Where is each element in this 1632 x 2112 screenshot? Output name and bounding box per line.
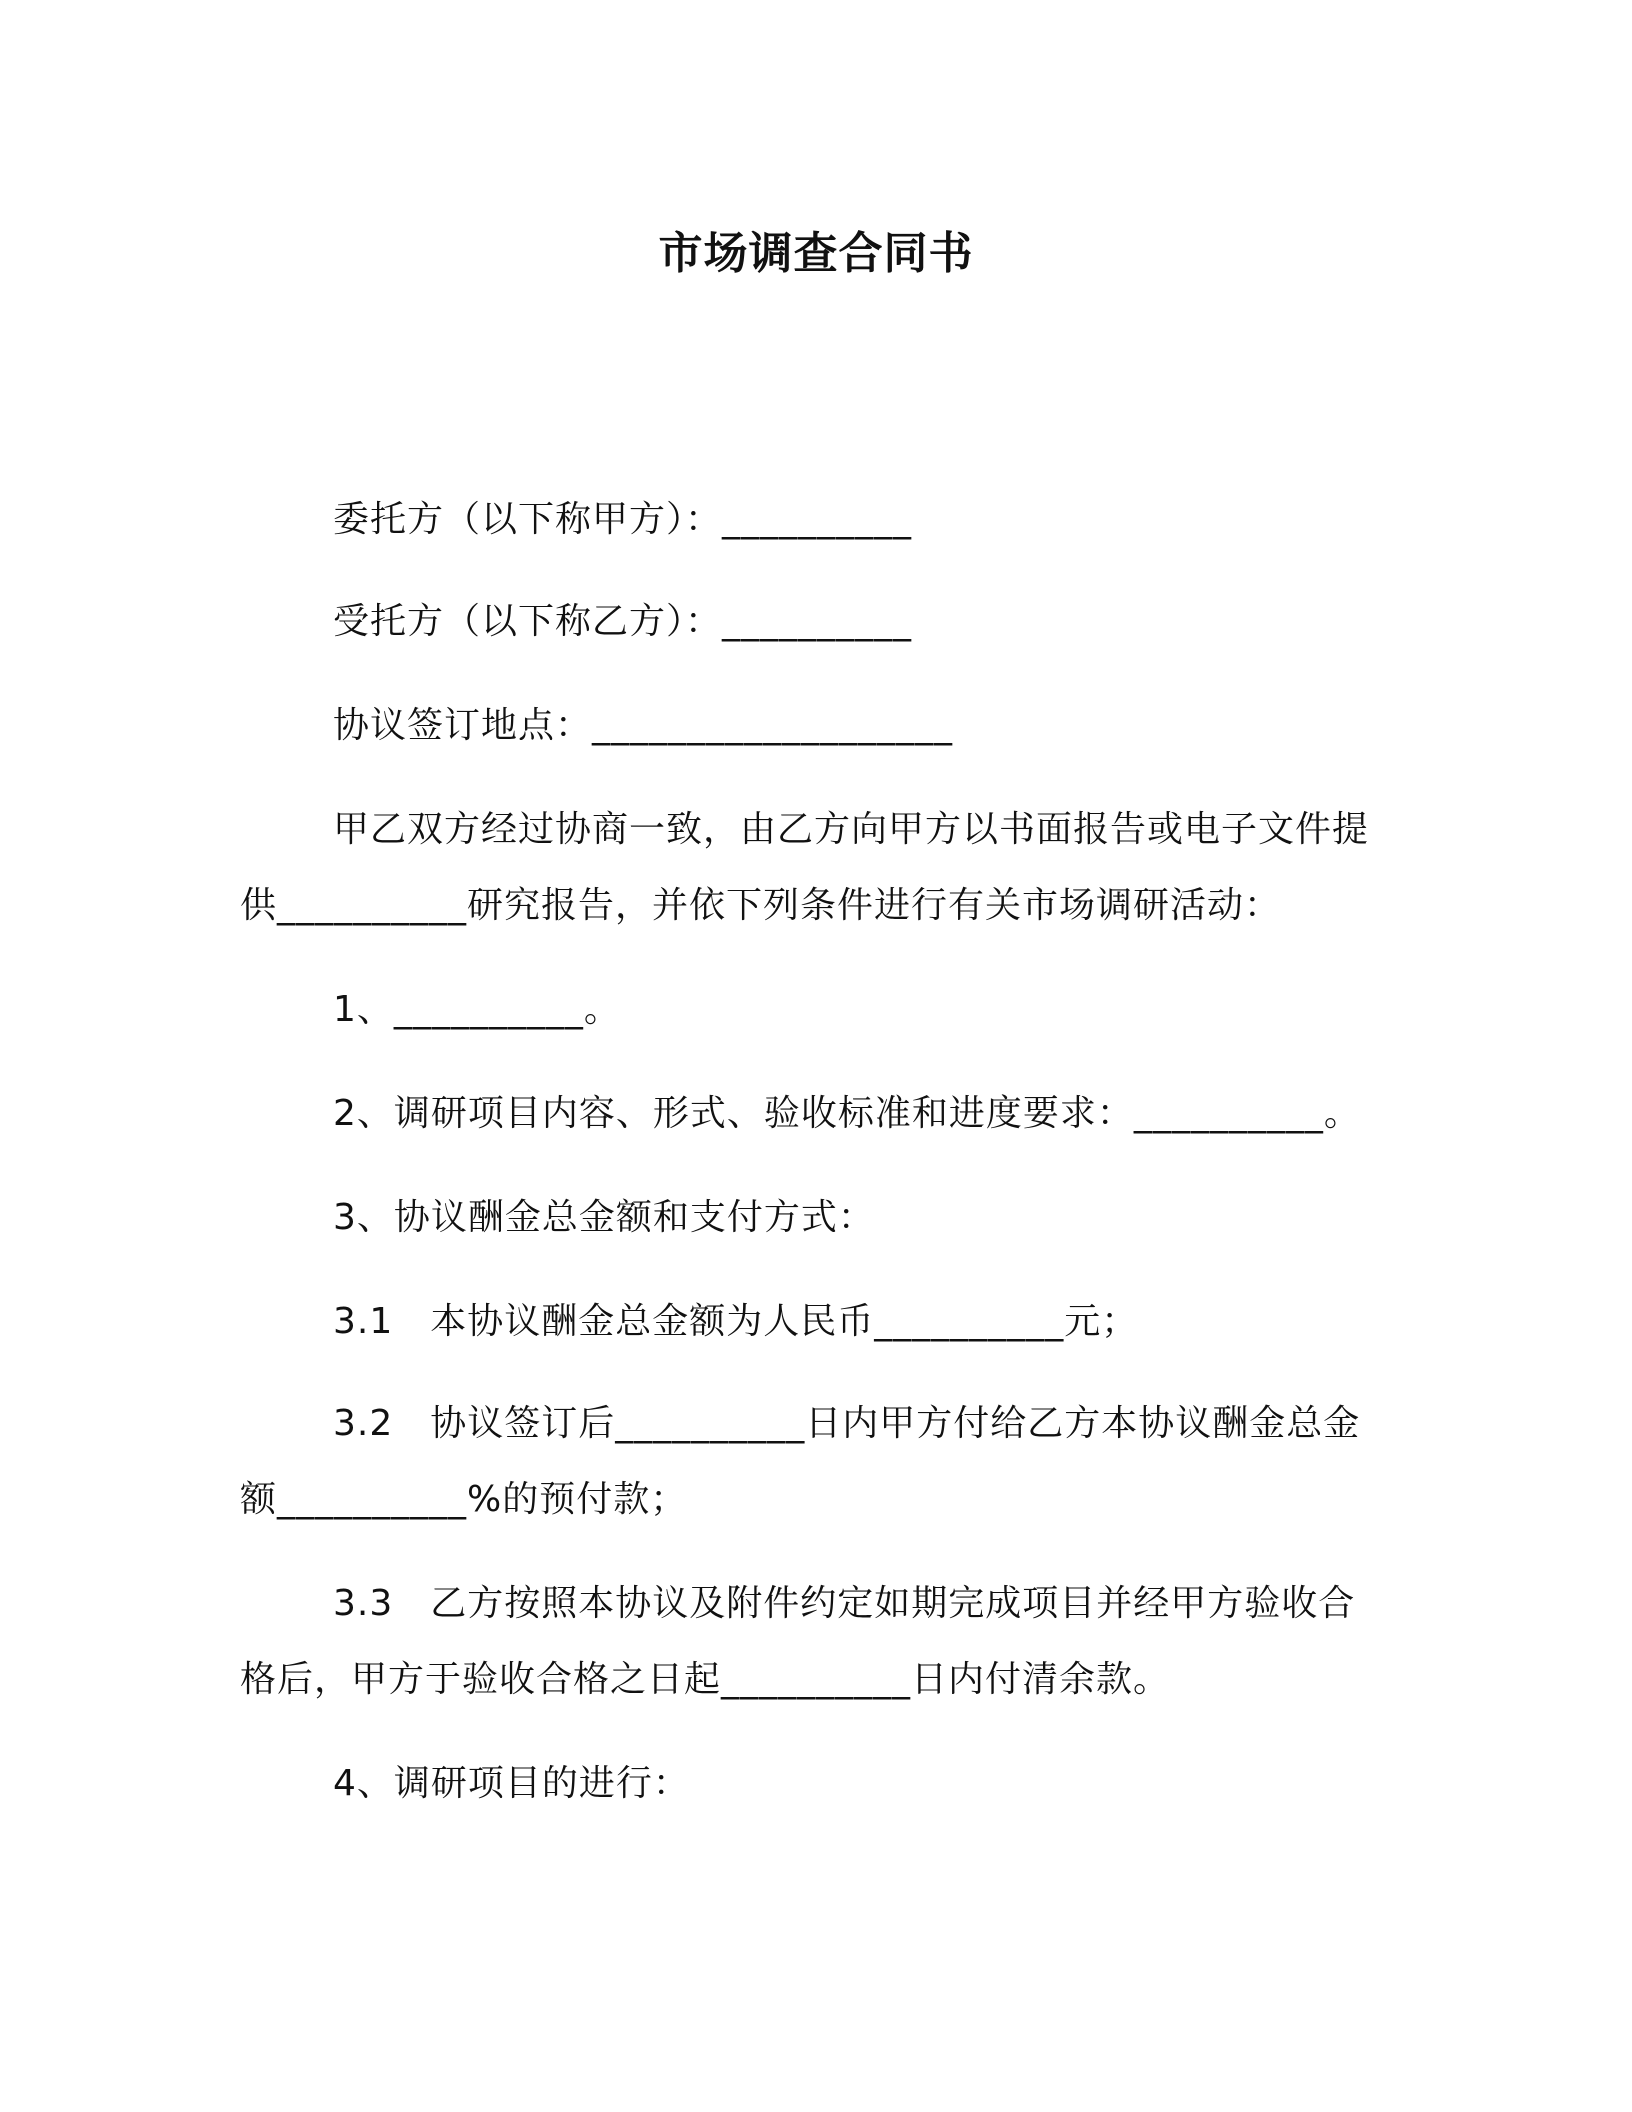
clause-4: 4、调研项目的进行：: [333, 1763, 690, 1804]
contractor-party-line: 受托方（以下称乙方）：__________: [333, 601, 913, 642]
preamble-line-1: 甲乙双方经过协商一致，由乙方向甲方以书面报告或电子文件提: [333, 809, 1370, 850]
clause-3: 3、协议酬金总金额和支付方式：: [333, 1197, 875, 1238]
clause-3-1: 3.1 本协议酬金总金额为人民币__________元；: [333, 1301, 1139, 1342]
clause-2: 2、调研项目内容、形式、验收标准和进度要求：__________。: [333, 1093, 1361, 1134]
document-title: 市场调查合同书: [658, 228, 974, 279]
clause-3-2-line-1: 3.2 协议签订后__________日内甲方付给乙方本协议酬金总金: [333, 1403, 1361, 1444]
signing-location-line: 协议签订地点：___________________: [333, 705, 954, 746]
clause-3-3-line-1: 3.3 乙方按照本协议及附件约定如期完成项目并经甲方验收合: [333, 1583, 1356, 1624]
preamble-line-2: 供__________研究报告，并依下列条件进行有关市场调研活动：: [240, 885, 1282, 926]
client-party-line: 委托方（以下称甲方）：__________: [333, 499, 913, 540]
clause-3-2-line-2: 额__________%的预付款；: [240, 1479, 688, 1520]
clause-3-3-line-2: 格后，甲方于验收合格之日起__________日内付清余款。: [240, 1659, 1171, 1700]
clause-1: 1、__________。: [333, 989, 621, 1030]
